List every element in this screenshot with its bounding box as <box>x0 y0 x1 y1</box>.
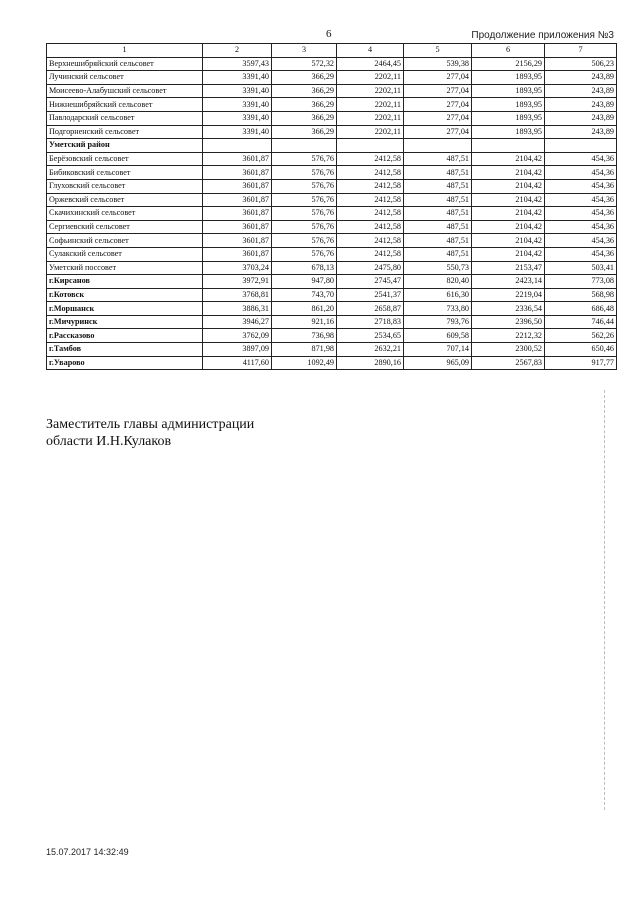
cell-col-5: 277,04 <box>404 84 472 98</box>
cell-col-3: 366,29 <box>272 84 337 98</box>
cell-col-6: 2104,42 <box>472 220 545 234</box>
cell-col-7: 454,36 <box>545 207 617 221</box>
cell-col-3: 861,20 <box>272 302 337 316</box>
signature-block <box>46 416 254 450</box>
cell-col-7: 454,36 <box>545 247 617 261</box>
cell-col-6: 1893,95 <box>472 71 545 85</box>
cell-col-7: 773,08 <box>545 275 617 289</box>
cell-col-3: 743,70 <box>272 288 337 302</box>
cell-col-3: 678,13 <box>272 261 337 275</box>
row-name: г.Рассказово <box>47 329 203 343</box>
appendix-note: Продолжение приложения №3 <box>471 30 614 41</box>
cell-col-7: 506,23 <box>545 57 617 71</box>
cell-col-5: 539,38 <box>404 57 472 71</box>
cell-col-6: 2396,50 <box>472 315 545 329</box>
cell-col-6: 2104,42 <box>472 247 545 261</box>
column-header: 1 <box>47 44 203 58</box>
cell-col-3: 366,29 <box>272 111 337 125</box>
cell-col-6: 2104,42 <box>472 234 545 248</box>
table-row <box>47 166 617 180</box>
cell-col-2: 3391,40 <box>203 84 272 98</box>
cell-col-6: 1893,95 <box>472 125 545 139</box>
table-row <box>47 288 617 302</box>
cell-col-2: 3391,40 <box>203 98 272 112</box>
cell-col-2: 3391,40 <box>203 71 272 85</box>
cell-col-7: 454,36 <box>545 152 617 166</box>
table-row <box>47 220 617 234</box>
cell-col-7: 243,89 <box>545 84 617 98</box>
column-header: 5 <box>404 44 472 58</box>
scan-margin-line <box>604 390 605 810</box>
row-name: Берёзовский сельсовет <box>47 152 203 166</box>
cell-col-4: 2412,58 <box>337 207 404 221</box>
cell-col-6 <box>472 139 545 153</box>
cell-col-3: 576,76 <box>272 166 337 180</box>
cell-col-5: 487,51 <box>404 247 472 261</box>
cell-col-4: 2412,58 <box>337 193 404 207</box>
table-row <box>47 356 617 370</box>
cell-col-6: 2219,04 <box>472 288 545 302</box>
cell-col-4: 2534,65 <box>337 329 404 343</box>
cell-col-7: 243,89 <box>545 71 617 85</box>
row-name: Подгорненский сельсовет <box>47 125 203 139</box>
cell-col-6: 1893,95 <box>472 98 545 112</box>
cell-col-2: 3601,87 <box>203 207 272 221</box>
cell-col-4: 2632,21 <box>337 343 404 357</box>
cell-col-6: 2104,42 <box>472 207 545 221</box>
row-name: Уметский поссовет <box>47 261 203 275</box>
cell-col-4: 2541,37 <box>337 288 404 302</box>
row-name: г.Котовск <box>47 288 203 302</box>
cell-col-4: 2412,58 <box>337 220 404 234</box>
table-row <box>47 193 617 207</box>
table-row <box>47 261 617 275</box>
cell-col-7: 650,46 <box>545 343 617 357</box>
table-header-row <box>47 44 617 58</box>
cell-col-5 <box>404 139 472 153</box>
column-header: 7 <box>545 44 617 58</box>
cell-col-7: 917,77 <box>545 356 617 370</box>
cell-col-4: 2412,58 <box>337 166 404 180</box>
table-row <box>47 98 617 112</box>
cell-col-2 <box>203 139 272 153</box>
print-timestamp: 15.07.2017 14:32:49 <box>46 847 129 857</box>
cell-col-7: 454,36 <box>545 193 617 207</box>
cell-col-7: 686,48 <box>545 302 617 316</box>
row-name: г.Уварово <box>47 356 203 370</box>
cell-col-4: 2890,16 <box>337 356 404 370</box>
row-name: г.Моршанск <box>47 302 203 316</box>
cell-col-6: 2153,47 <box>472 261 545 275</box>
cell-col-2: 3946,27 <box>203 315 272 329</box>
row-name: Моисеево-Алабушский сельсовет <box>47 84 203 98</box>
cell-col-7: 568,98 <box>545 288 617 302</box>
cell-col-4: 2412,58 <box>337 247 404 261</box>
cell-col-6: 2423,14 <box>472 275 545 289</box>
cell-col-5: 487,51 <box>404 152 472 166</box>
cell-col-5: 277,04 <box>404 125 472 139</box>
cell-col-2: 3762,09 <box>203 329 272 343</box>
cell-col-3: 576,76 <box>272 207 337 221</box>
cell-col-5: 487,51 <box>404 193 472 207</box>
table-row <box>47 57 617 71</box>
cell-col-5: 965,09 <box>404 356 472 370</box>
cell-col-3: 736,98 <box>272 329 337 343</box>
cell-col-5: 487,51 <box>404 179 472 193</box>
row-name: Глуховский сельсовет <box>47 179 203 193</box>
cell-col-6: 2212,32 <box>472 329 545 343</box>
table-row <box>47 234 617 248</box>
row-name: Скачихинский сельсовет <box>47 207 203 221</box>
cell-col-4: 2412,58 <box>337 234 404 248</box>
cell-col-4: 2202,11 <box>337 71 404 85</box>
cell-col-2: 3601,87 <box>203 179 272 193</box>
cell-col-4: 2718,83 <box>337 315 404 329</box>
cell-col-3: 576,76 <box>272 193 337 207</box>
cell-col-3: 576,76 <box>272 234 337 248</box>
page-number: 6 <box>326 28 332 40</box>
row-name: г.Мичуринск <box>47 315 203 329</box>
cell-col-2: 3768,81 <box>203 288 272 302</box>
cell-col-3: 576,76 <box>272 247 337 261</box>
row-name: Лучинский сельсовет <box>47 71 203 85</box>
column-header: 2 <box>203 44 272 58</box>
cell-col-6: 2104,42 <box>472 166 545 180</box>
cell-col-2: 3601,87 <box>203 166 272 180</box>
cell-col-5: 550,73 <box>404 261 472 275</box>
cell-col-2: 3601,87 <box>203 220 272 234</box>
cell-col-5: 487,51 <box>404 234 472 248</box>
cell-col-2: 3601,87 <box>203 234 272 248</box>
cell-col-3: 576,76 <box>272 152 337 166</box>
cell-col-4: 2464,45 <box>337 57 404 71</box>
cell-col-2: 3601,87 <box>203 152 272 166</box>
cell-col-7: 454,36 <box>545 234 617 248</box>
cell-col-6: 1893,95 <box>472 111 545 125</box>
cell-col-4: 2658,87 <box>337 302 404 316</box>
cell-col-6: 2336,54 <box>472 302 545 316</box>
table-row <box>47 111 617 125</box>
cell-col-6: 2104,42 <box>472 152 545 166</box>
cell-col-3: 366,29 <box>272 71 337 85</box>
row-name: Бибиковский сельсовет <box>47 166 203 180</box>
table-row <box>47 275 617 289</box>
cell-col-6: 2567,83 <box>472 356 545 370</box>
cell-col-6: 2300,52 <box>472 343 545 357</box>
table-row <box>47 125 617 139</box>
column-header: 3 <box>272 44 337 58</box>
cell-col-6: 2156,29 <box>472 57 545 71</box>
cell-col-7: 454,36 <box>545 179 617 193</box>
table-row <box>47 329 617 343</box>
row-name: Верхнешибряйский сельсовет <box>47 57 203 71</box>
cell-col-6: 1893,95 <box>472 84 545 98</box>
table-row <box>47 179 617 193</box>
row-name: г.Тамбов <box>47 343 203 357</box>
row-name: Софьинский сельсовет <box>47 234 203 248</box>
cell-col-2: 3601,87 <box>203 193 272 207</box>
table-row <box>47 315 617 329</box>
cell-col-6: 2104,42 <box>472 179 545 193</box>
row-name: Сулакский сельсовет <box>47 247 203 261</box>
cell-col-3: 1092,49 <box>272 356 337 370</box>
table-row <box>47 207 617 221</box>
table-row <box>47 302 617 316</box>
cell-col-7: 503,41 <box>545 261 617 275</box>
cell-col-6: 2104,42 <box>472 193 545 207</box>
cell-col-4: 2202,11 <box>337 111 404 125</box>
cell-col-2: 4117,60 <box>203 356 272 370</box>
row-name: Нижнешибряйский сельсовет <box>47 98 203 112</box>
cell-col-3: 366,29 <box>272 98 337 112</box>
cell-col-5: 793,76 <box>404 315 472 329</box>
cell-col-2: 3391,40 <box>203 125 272 139</box>
column-header: 6 <box>472 44 545 58</box>
cell-col-7 <box>545 139 617 153</box>
cell-col-2: 3391,40 <box>203 111 272 125</box>
cell-col-7: 746,44 <box>545 315 617 329</box>
section-row <box>47 139 617 153</box>
cell-col-7: 243,89 <box>545 98 617 112</box>
signature-name: области И.Н.Кулаков <box>46 434 172 449</box>
cell-col-2: 3601,87 <box>203 247 272 261</box>
cell-col-5: 820,40 <box>404 275 472 289</box>
table-body <box>47 57 617 370</box>
cell-col-5: 609,58 <box>404 329 472 343</box>
cell-col-7: 243,89 <box>545 125 617 139</box>
cell-col-2: 3703,24 <box>203 261 272 275</box>
cell-col-4: 2412,58 <box>337 152 404 166</box>
cell-col-2: 3886,31 <box>203 302 272 316</box>
cell-col-2: 3597,43 <box>203 57 272 71</box>
cell-col-5: 487,51 <box>404 220 472 234</box>
cell-col-5: 487,51 <box>404 207 472 221</box>
table-row <box>47 152 617 166</box>
cell-col-3: 366,29 <box>272 125 337 139</box>
cell-col-3: 947,80 <box>272 275 337 289</box>
cell-col-3 <box>272 139 337 153</box>
cell-col-7: 562,26 <box>545 329 617 343</box>
cell-col-5: 277,04 <box>404 111 472 125</box>
cell-col-3: 576,76 <box>272 220 337 234</box>
row-name: Уметский район <box>47 139 203 153</box>
table-row <box>47 84 617 98</box>
cell-col-4: 2202,11 <box>337 84 404 98</box>
cell-col-7: 454,36 <box>545 220 617 234</box>
cell-col-4: 2412,58 <box>337 179 404 193</box>
cell-col-2: 3972,91 <box>203 275 272 289</box>
cell-col-3: 871,98 <box>272 343 337 357</box>
cell-col-7: 243,89 <box>545 111 617 125</box>
cell-col-3: 572,32 <box>272 57 337 71</box>
cell-col-7: 454,36 <box>545 166 617 180</box>
cell-col-4: 2202,11 <box>337 125 404 139</box>
row-name: Павлодарский сельсовет <box>47 111 203 125</box>
cell-col-5: 277,04 <box>404 71 472 85</box>
cell-col-5: 487,51 <box>404 166 472 180</box>
row-name: Сергиевский сельсовет <box>47 220 203 234</box>
cell-col-4: 2745,47 <box>337 275 404 289</box>
column-header: 4 <box>337 44 404 58</box>
table-row <box>47 247 617 261</box>
cell-col-4 <box>337 139 404 153</box>
cell-col-2: 3897,09 <box>203 343 272 357</box>
table-row <box>47 71 617 85</box>
signature-position: Заместитель главы администрации <box>46 417 255 432</box>
cell-col-5: 707,14 <box>404 343 472 357</box>
cell-col-5: 277,04 <box>404 98 472 112</box>
cell-col-4: 2475,80 <box>337 261 404 275</box>
row-name: г.Кирсанов <box>47 275 203 289</box>
cell-col-4: 2202,11 <box>337 98 404 112</box>
cell-col-3: 921,16 <box>272 315 337 329</box>
tariff-table <box>46 43 617 370</box>
cell-col-3: 576,76 <box>272 179 337 193</box>
table-row <box>47 343 617 357</box>
cell-col-5: 733,80 <box>404 302 472 316</box>
cell-col-5: 616,30 <box>404 288 472 302</box>
row-name: Оржевский сельсовет <box>47 193 203 207</box>
